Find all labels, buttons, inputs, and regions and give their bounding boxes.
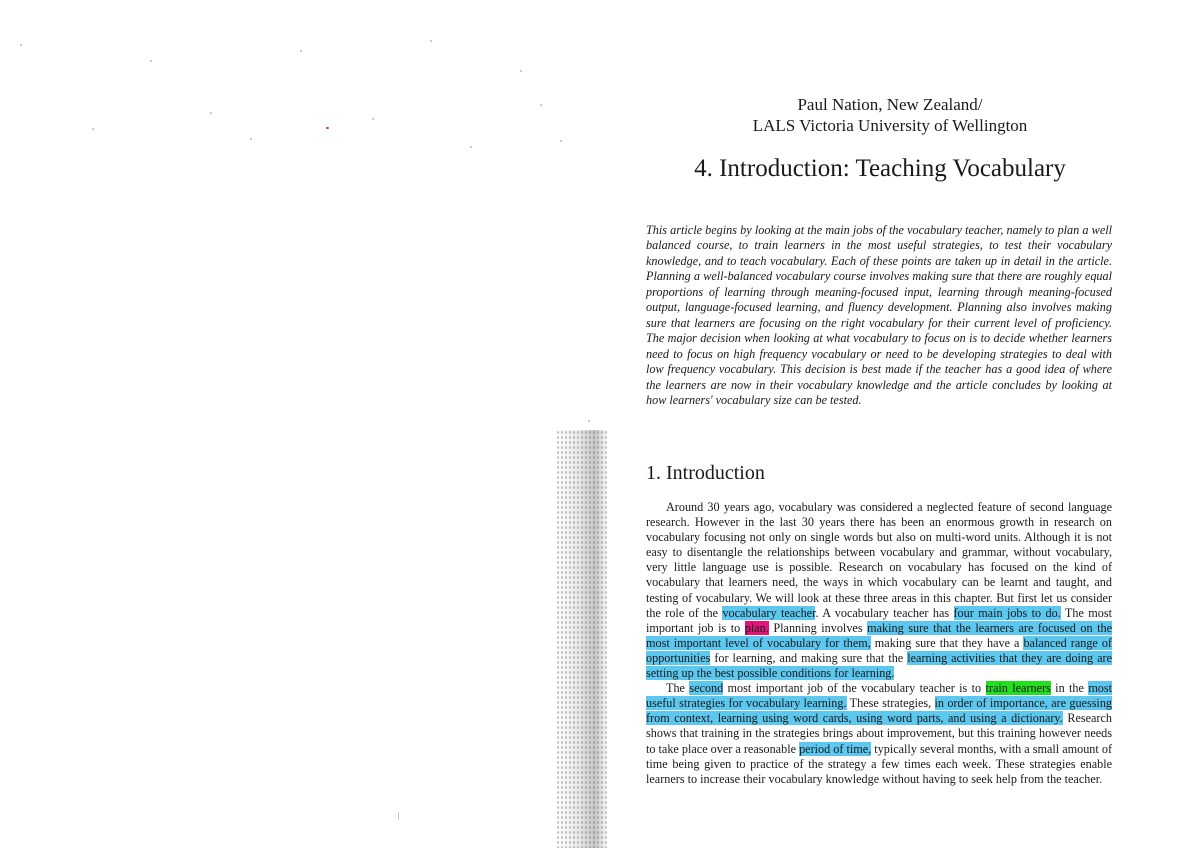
highlight-pink: plan. bbox=[744, 620, 769, 635]
section-heading: 1. Introduction bbox=[646, 462, 765, 484]
highlight-blue: making sure that the learners are focused on the most important level of vocabulary for them, bbox=[646, 620, 1112, 650]
scan-speck bbox=[470, 146, 472, 148]
highlight-blue: four main jobs to do. bbox=[953, 605, 1061, 620]
text-run: . A vocabulary teacher has bbox=[815, 605, 954, 620]
scan-speck bbox=[300, 50, 302, 52]
scan-speck bbox=[588, 420, 590, 422]
author-name: Paul Nation, New Zealand/ bbox=[797, 95, 983, 114]
abstract: This article begins by looking at the main jobs of the vocabulary teacher, namely to plan a well balanced course, to train learners in the most useful strategies, to test their vocabulary knowledge, and to teach vocabulary. Each of these points are taken up in detail in the article. Planning a well-balanced vocabulary course involves making sure that there are roughly equal proportions of learning through meaning-focused input, learning through meaning-focused output, language-focused learning, and fluency development. Planning also involves making sure that learners are focusing on the right vocabulary for their current level of proficiency. The major decision when looking at what vocabulary to focus on is to decide whether learners need to focus on high frequency vocabulary or need to be developing strategies to deal with low frequency vocabulary. This decision is best made if the teacher has a good idea of where the learners are now in their vocabulary knowledge and the article concludes by looking at how learners' vocabulary size can be tested. bbox=[646, 223, 1112, 407]
scan-speck bbox=[210, 112, 212, 114]
highlight-blue: most useful strategies for vocabulary learning. bbox=[646, 681, 1113, 711]
scan-speck bbox=[560, 140, 562, 142]
text-run: Research shows that training in the strategies brings about improvement, but this training however needs to take place over a reasonable bbox=[646, 711, 1112, 756]
margin-mark bbox=[398, 812, 399, 820]
highlight-blue: second bbox=[689, 681, 724, 696]
text-run: making sure that they have a bbox=[870, 635, 1024, 650]
highlight-blue: in order of importance, are guessing from context, learning using word cards, using word parts, and using a dictionary. bbox=[646, 696, 1113, 726]
scan-speck bbox=[326, 127, 329, 129]
highlight-blue: period of time, bbox=[799, 741, 872, 756]
scan-speck bbox=[540, 104, 542, 106]
scan-speck bbox=[250, 138, 252, 140]
author-institution: LALS Victoria University of Wellington bbox=[752, 116, 1028, 135]
paragraph-2 bbox=[646, 681, 1112, 787]
text-run: These strategies, bbox=[846, 696, 935, 711]
scan-speck bbox=[372, 118, 374, 120]
author-affiliation bbox=[690, 94, 1090, 136]
article-title: 4. Introduction: Teaching Vocabulary bbox=[694, 155, 1066, 182]
highlight-blue: vocabulary teacher bbox=[722, 605, 816, 620]
scan-speck bbox=[520, 70, 522, 72]
text-run: Around 30 years ago, vocabulary was considered a neglected feature of second language research. However in the last 30 years there has been an enormous growth in research on vocabulary focusing not only on single words but also on multi-word units. Although it is not easy to disentangle the relationships between vocabulary and grammar, without vocabulary, very little language use is possible. Research on vocabulary has focused on the kind of vocabulary that learners need, the ways in which vocabulary can be learnt and taught, and testing of vocabulary. We will look at these three areas in this chapter. But first let us consider the role of the bbox=[646, 500, 1112, 620]
text-run: in the bbox=[1050, 681, 1089, 696]
text-run: most important job of the vocabulary teacher is to bbox=[723, 681, 986, 696]
scan-speck bbox=[430, 40, 432, 42]
highlight-blue: learning activities that they are doing are setting up the best possible conditions for learning. bbox=[646, 650, 1113, 681]
highlight-green: train learners bbox=[985, 681, 1051, 696]
body-text bbox=[646, 500, 1112, 787]
scan-speck bbox=[92, 128, 94, 130]
scan-speck bbox=[20, 44, 22, 46]
highlight-blue: balanced range of opportunities bbox=[646, 635, 1112, 665]
text-run: typically several months, with a small amount of time being given to practice of the strategy a few times each week. These strategies enable learners to increase their vocabulary knowledge without having to seek help from the teacher. bbox=[646, 741, 1113, 786]
scan-speck bbox=[150, 60, 152, 62]
text-run: Planning involves bbox=[768, 620, 868, 635]
text-run: The most important job is to bbox=[646, 605, 1112, 635]
text-run: The bbox=[666, 681, 690, 696]
paragraph-1 bbox=[646, 500, 1112, 681]
text-run: for learning, and making sure that the bbox=[710, 650, 908, 665]
